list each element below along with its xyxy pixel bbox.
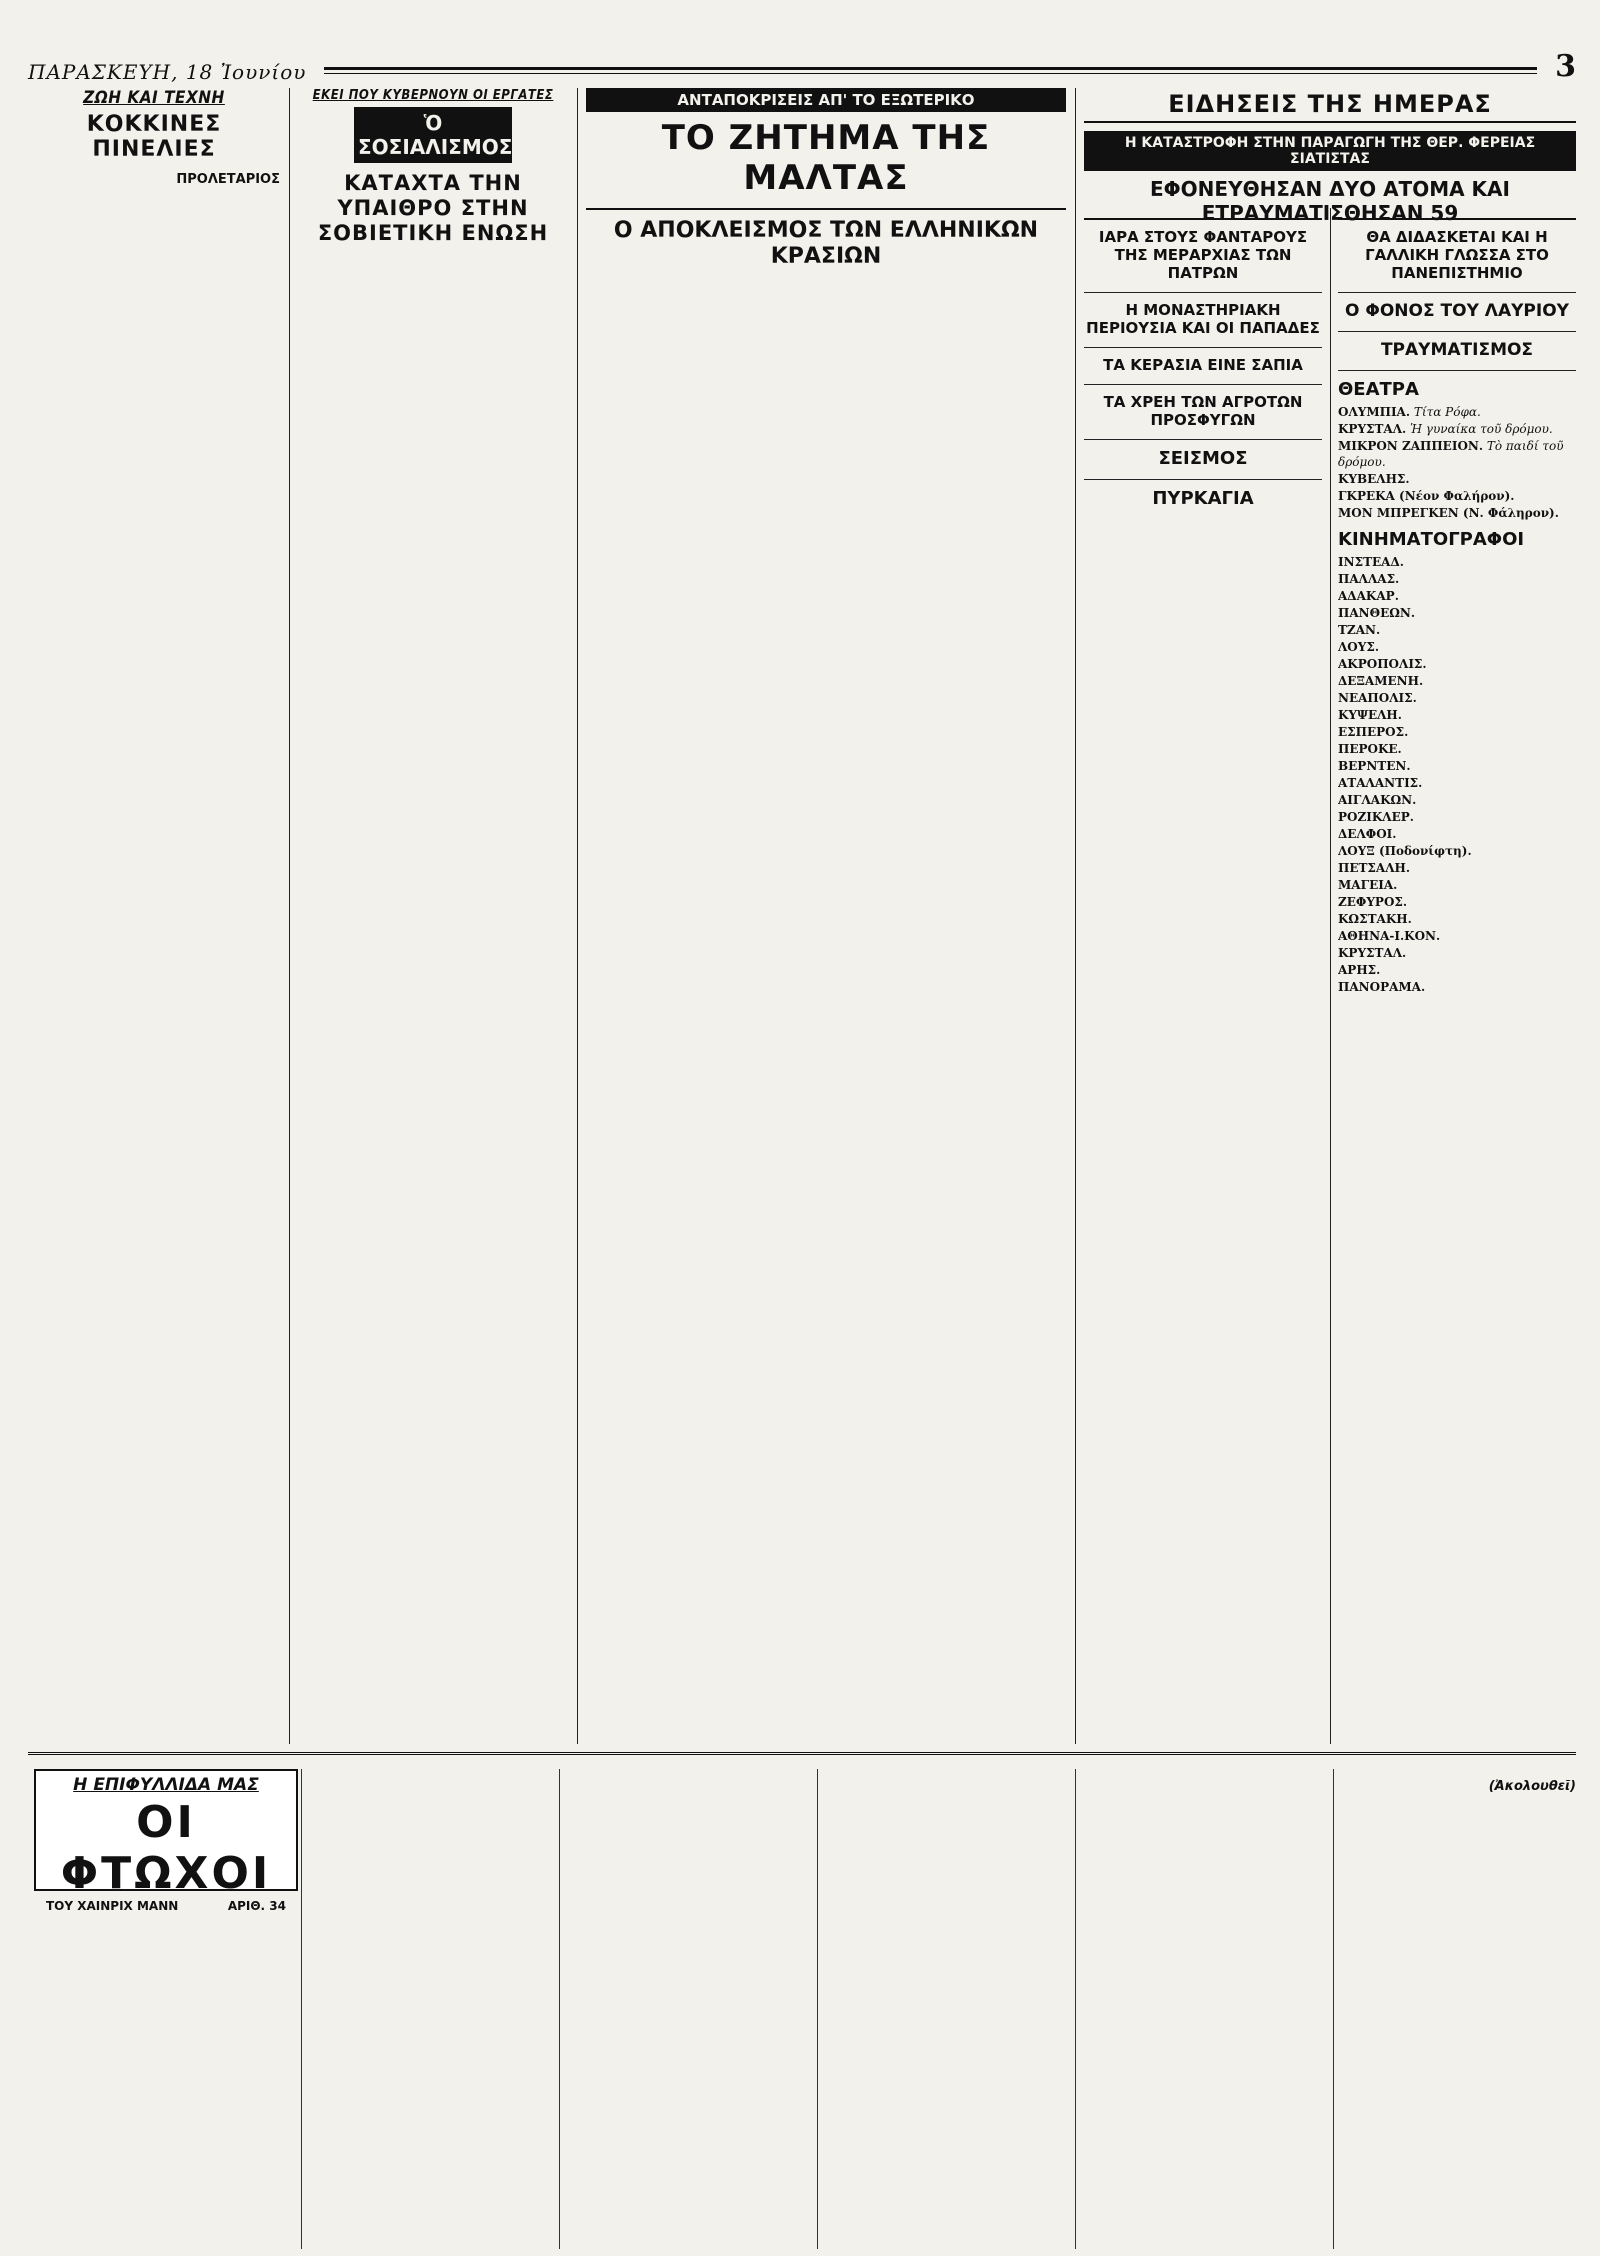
serial-column (566, 1769, 810, 2249)
list-item (1338, 707, 1576, 723)
cinema-name: ΔΕΛΦΟΙ. (1338, 827, 1397, 841)
list-item (1338, 860, 1576, 876)
article-title: Ο ΑΠΟΚΛΕΙΣΜΟΣ ΤΩΝ ΕΛΛΗΝΙΚΩΝ ΚΡΑΣΙΩΝ (613, 218, 1039, 269)
serial-kicker: Η ΕΠΙΦΥΛΛΙΔΑ ΜΑΣ (73, 1775, 259, 1795)
issue-date: ΠΑΡΑΣΚΕΥΗ, 18 Ἰουνίου (28, 60, 307, 84)
cinema-name: ΕΣΠΕΡΟΣ. (1338, 725, 1409, 739)
list-item (1338, 877, 1576, 893)
story-divider (1338, 292, 1576, 293)
article-title: ΤΟ ΖΗΤΗΜΑ ΤΗΣ ΜΑΛΤΑΣ (661, 118, 991, 198)
story-divider (1084, 292, 1322, 293)
cinema-name: ΑΙΓΛΑΚΩΝ. (1338, 793, 1417, 807)
cinema-name: ΠΑΝΟΡΑΜΑ. (1338, 980, 1426, 994)
cinema-name: ΚΩΣΤΑΚΗ. (1338, 912, 1412, 926)
column-divider (817, 1769, 818, 2249)
theatres-title: ΘΕΑΤΡΑ (1338, 379, 1419, 400)
cinema-name: ΑΡΗΣ. (1338, 963, 1381, 977)
serial-continued: (Ἀκολουθεῖ) (1488, 1779, 1576, 1794)
serial-band (28, 1752, 1576, 2255)
serial-title: ΟΙ ΦΤΩΧΟΙ (60, 1797, 272, 1899)
cinema-name: ΑΤΑΛΑΝΤΙΣ. (1338, 776, 1423, 790)
serial-header (34, 1769, 298, 1913)
serial-column (1082, 1769, 1326, 2249)
list-item (1338, 843, 1576, 859)
story-title: ΤΑ ΧΡΕΗ ΤΩΝ ΑΓΡΟΤΩΝ ΠΡΟΣΦΥΓΩΝ (1103, 393, 1303, 429)
section-kicker: ΕΚΕΙ ΠΟΥ ΚΥΒΕΡΝΟΥΝ ΟΙ ΕΡΓΑΤΕΣ (312, 88, 554, 103)
article-title: ΚΑΤΑΧΤΑ ΤΗΝ ΥΠΑΙΘΡΟ ΣΤΗΝ ΣΟΒΙΕΤΙΚΗ ΕΝΩΣΗ (317, 171, 549, 245)
column-divider (577, 88, 578, 1744)
list-item (1338, 809, 1576, 825)
section-label: ΖΩΗ ΚΑΙ ΤΕΧΝΗ (83, 88, 225, 108)
column-divider (1075, 1769, 1076, 2249)
cinema-name: ΛΟΥΣ. (1338, 640, 1379, 654)
cinema-name: ΒΕΡΝΤΕΝ. (1338, 759, 1411, 773)
news-columns (28, 88, 1576, 1744)
list-item: ΜΟΝ ΜΠΡΕΓΚΕΝ (Ν. Φάληρον). (1338, 506, 1559, 520)
cinema-name: ΜΑΓΕΙΑ. (1338, 878, 1398, 892)
cinema-name: ΙΝΣΤΕΑΔ. (1338, 555, 1404, 569)
serial-number: ΑΡΙΘ. 34 (227, 1899, 286, 1913)
serial-column (824, 1769, 1068, 2249)
list-item (1338, 605, 1576, 621)
column-foreign-news (586, 88, 1066, 1744)
story-title: Ο ΦΟΝΟΣ ΤΟΥ ΛΑΥΡΙΟΥ (1345, 301, 1569, 321)
cinema-name: ΑΘΗΝΑ-Ι.ΚΟΝ. (1338, 929, 1441, 943)
list-item (1338, 945, 1576, 961)
story-divider (1338, 370, 1576, 371)
list-item (1338, 554, 1576, 570)
list-item (1338, 775, 1576, 791)
cinema-name: ΛΟΥΞ (Ποδονίφτη). (1338, 844, 1472, 858)
story-title: ΠΥΡΚΑΓΙΑ (1152, 488, 1254, 509)
list-item (1338, 656, 1576, 672)
cinema-name: ΝΕΑΠΟΛΙΣ. (1338, 691, 1417, 705)
newspaper-page (28, 0, 1576, 2256)
serial-column (34, 1897, 294, 2249)
story-divider (1338, 218, 1576, 220)
cinema-name: ΖΕΦΥΡΟΣ. (1338, 895, 1408, 909)
story-divider (1338, 331, 1576, 332)
cinema-name: ΠΑΝΘΕΩΝ. (1338, 606, 1416, 620)
list-item (1338, 588, 1576, 604)
column-divider (1075, 88, 1076, 1744)
serial-column (308, 1769, 552, 2249)
column-soviet (298, 88, 568, 1744)
story-title: ΤΡΑΥΜΑΤΙΣΜΟΣ (1380, 340, 1534, 360)
story-title: ΤΑ ΚΕΡΑΣΙΑ ΕΙΝΕ ΣΑΠΙΑ (1103, 356, 1303, 374)
list-item (1338, 741, 1576, 757)
list-item (1338, 928, 1576, 944)
story-divider (1084, 384, 1322, 385)
page-number: 3 (1555, 49, 1576, 84)
list-item (1338, 894, 1576, 910)
list-item (1338, 673, 1576, 689)
story-divider (1084, 218, 1322, 220)
masthead (28, 40, 1576, 84)
news-subcolumn-left (1084, 208, 1322, 1744)
list-item (1338, 571, 1576, 587)
article-title: ΚΟΚΚΙΝΕΣ ΠΙΝΕΛΙΕΣ (86, 112, 222, 162)
story-title: ΘΑ ΔΙΔΑΣΚΕΤΑΙ ΚΑΙ Η ΓΑΛΛΙΚΗ ΓΛΩΣΣΑ ΣΤΟ ΠΑΝΕΠΙΣΤΗΜΙΟ (1365, 228, 1549, 282)
news-headline: ΕΦΟΝΕΥΘΗΣΑΝ ΔΥΟ ΑΤΟΜΑ ΚΑΙ ΕΤΡΑΥΜΑΤΙΣΘΗΣΑΝ 59 (1150, 177, 1510, 225)
cinema-name: ΚΥΨΕΛΗ. (1338, 708, 1402, 722)
section-kicker: ΑΝΤΑΠΟΚΡΙΣΕΙΣ ΑΠ' ΤΟ ΕΞΩΤΕΡΙΚΟ (586, 88, 1066, 112)
column-divider (559, 1769, 560, 2249)
column-divider (1330, 208, 1331, 1744)
list-item (1338, 826, 1576, 842)
column-divider (301, 1769, 302, 2249)
list-item: ΚΥΒΕΛΗΣ. (1338, 472, 1410, 486)
serial-author: ΤΟΥ ΧΑΙΝΡΙΧ ΜΑΝΝ (46, 1899, 179, 1913)
list-item (1338, 639, 1576, 655)
list-item: ΚΡΥΣΤΑΛ. Ἡ γυναίκα τοῦ δρόμου. (1338, 422, 1553, 436)
cinema-name: ΠΕΡΟΚΕ. (1338, 742, 1402, 756)
cinemas-title: ΚΙΝΗΜΑΤΟΓΡΑΦΟΙ (1338, 529, 1525, 550)
story-divider (1084, 347, 1322, 348)
list-item: ΜΙΚΡΟΝ ΖΑΠΠΕΙΟΝ. Τὸ παιδί τοῦ δρόμου. (1338, 439, 1564, 469)
news-subcolumn-right (1338, 208, 1576, 1744)
cinema-name: ΤΖΑΝ. (1338, 623, 1381, 637)
cinema-name: ΠΕΤΣΑΛΗ. (1338, 861, 1411, 875)
list-item (1338, 690, 1576, 706)
cinema-name: ΑΚΡΟΠΟΛΙΣ. (1338, 657, 1427, 671)
column-divider (1333, 1769, 1334, 2249)
column-divider (289, 88, 290, 1744)
cinema-name: ΔΕΞΑΜΕΝΗ. (1338, 674, 1424, 688)
section-title: ΕΙΔΗΣΕΙΣ ΤΗΣ ΗΜΕΡΑΣ (1084, 90, 1576, 123)
cinema-name: ΚΡΥΣΤΑΛ. (1338, 946, 1407, 960)
theatres-list (1338, 404, 1576, 521)
story-divider (1084, 439, 1322, 440)
cinemas-list (1338, 554, 1576, 995)
list-item (1338, 724, 1576, 740)
list-item (1338, 962, 1576, 978)
story-title: ΙΑΡΑ ΣΤΟΥΣ ΦΑΝΤΑΡΟΥΣ ΤΗΣ ΜΕΡΑΡΧΙΑΣ ΤΩΝ ΠΑΤΡΩΝ (1098, 228, 1308, 282)
list-item (1338, 622, 1576, 638)
news-banner: Η ΚΑΤΑΣΤΡΟΦΗ ΣΤΗΝ ΠΑΡΑΓΩΓΗ ΤΗΣ ΘΕΡ. ΦΕΡΕΙΑΣ ΣΙΑΤΙΣΤΑΣ (1084, 131, 1576, 171)
cinema-name: ΡΟΖΙΚΛΕΡ. (1338, 810, 1414, 824)
list-item (1338, 758, 1576, 774)
list-item (1338, 979, 1576, 995)
cinema-name: ΠΑΛΛΑΣ. (1338, 572, 1400, 586)
column-news-of-the-day (1084, 88, 1576, 1744)
story-title: Η ΜΟΝΑΣΤΗΡΙΑΚΗ ΠΕΡΙΟΥΣΙΑ ΚΑΙ ΟΙ ΠΑΠΑΔΕΣ (1086, 301, 1320, 337)
list-item (1338, 911, 1576, 927)
serial-column (1340, 1769, 1576, 2249)
article-signature: ΠΡΟΛΕΤΑΡΙΟΣ (176, 172, 280, 187)
story-divider (1084, 479, 1322, 480)
story-title: ΣΕΙΣΜΟΣ (1158, 448, 1248, 469)
list-item: ΓΚΡΕΚΑ (Νέον Φαλήρον). (1338, 489, 1515, 503)
cinema-name: ΑΔΑΚΑΡ. (1338, 589, 1399, 603)
article-badge: Ὁ ΣΟΣΙΑΛΙΣΜΟΣ (354, 107, 512, 163)
column-life-and-art (28, 88, 280, 1744)
list-item (1338, 792, 1576, 808)
story-divider (586, 208, 1066, 210)
masthead-rule (324, 67, 1537, 74)
list-item: ΟΛΥΜΠΙΑ. Τίτα Ρόφα. (1338, 405, 1481, 419)
